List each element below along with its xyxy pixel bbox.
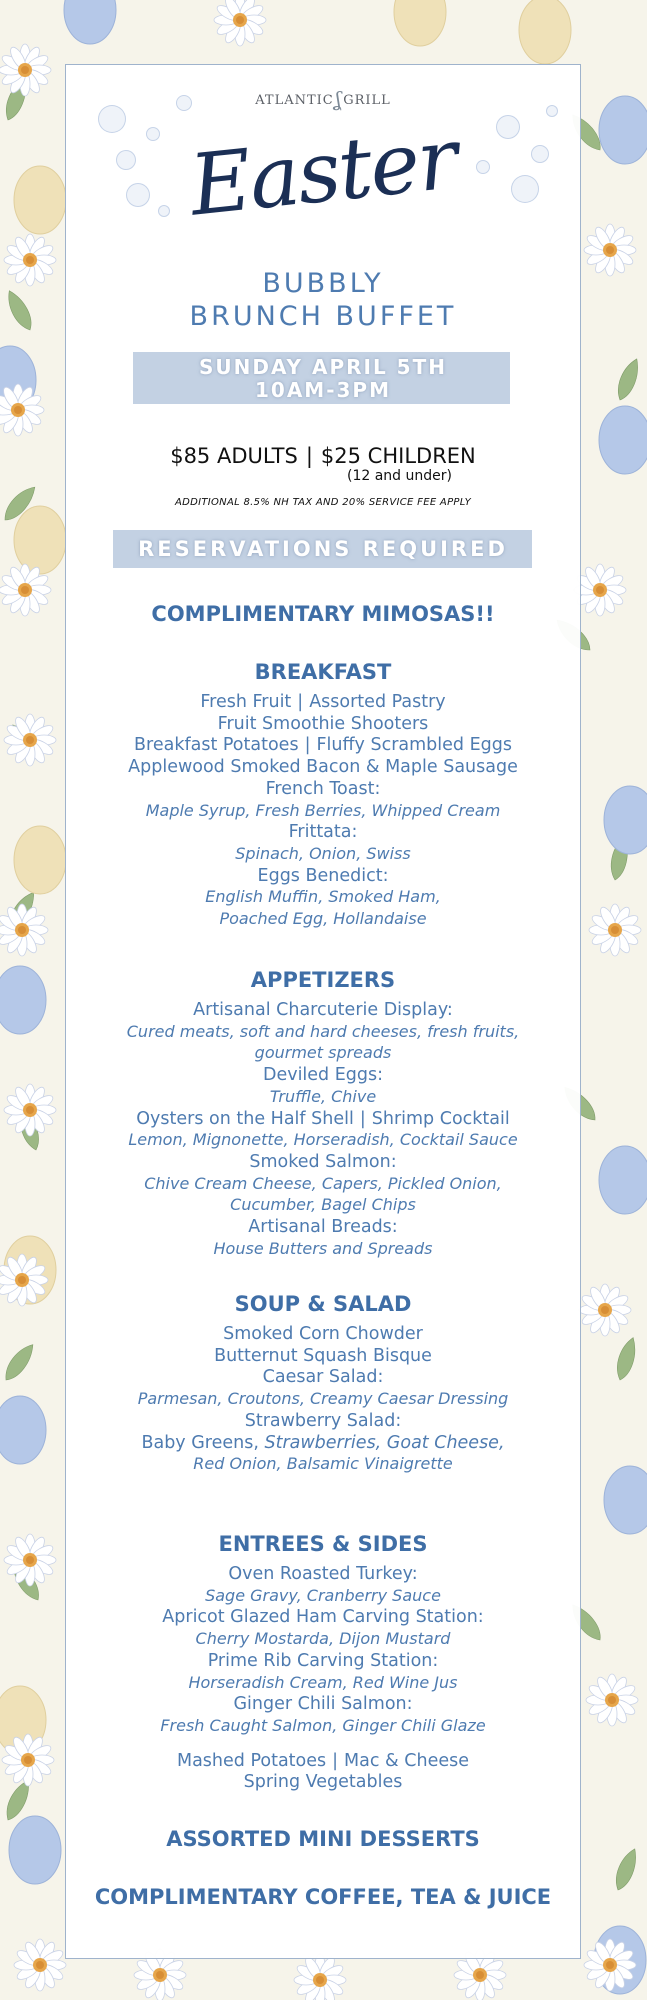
menu-item-mixed (66, 1432, 580, 1454)
brand-logo-right: GRILL (343, 93, 391, 108)
menu-item-pair (66, 1108, 580, 1130)
section-heading: APPETIZERS (250, 968, 396, 992)
desserts-heading: ASSORTED MINI DESSERTS (166, 1827, 480, 1851)
menu-item-description: Spinach, Onion, Swiss (235, 843, 411, 863)
pricing-line (66, 443, 580, 469)
menu-item: Fluffy Scrambled Eggs (316, 735, 512, 756)
item-separator: | (304, 735, 311, 756)
menu-item: Baby Greens, (141, 1432, 265, 1453)
menu-item-description: Truffle, Chive (269, 1086, 377, 1106)
menu-item: Breakfast Potatoes (134, 735, 299, 756)
event-time: 10AM-3PM (255, 378, 391, 402)
menu-item: Smoked Salmon: (249, 1151, 397, 1172)
menu-item-description: Poached Egg, Hollandaise (219, 909, 427, 928)
menu-item: Spring Vegetables (243, 1772, 403, 1793)
section-heading: SOUP & SALAD (234, 1292, 412, 1316)
menu-item: Ginger Chili Salmon: (233, 1694, 413, 1715)
menu-item-description: Chive Cream Cheese, Capers, Pickled Onion, (144, 1173, 502, 1193)
section-heading: ENTREES & SIDES (218, 1532, 428, 1556)
menu-item: Mashed Potatoes (176, 1750, 327, 1771)
menu-item: Artisanal Breads: (248, 1217, 398, 1237)
menu-item-description: English Muffin, Smoked Ham, (205, 887, 441, 907)
menu-item-description: Parmesan, Croutons, Creamy Caesar Dressing (137, 1389, 509, 1409)
menu-item-description: Cured meats, soft and hard cheeses, fresh fruits, (126, 1021, 520, 1041)
mimosas-heading: COMPLIMENTARY MIMOSAS!! (151, 602, 495, 626)
adult-price: $85 ADULTS (170, 444, 298, 468)
menu-item: Fruit Smoothie Shooters (217, 713, 429, 734)
drinks-heading: COMPLIMENTARY COFFEE, TEA & JUICE (94, 1885, 552, 1909)
hook-icon: ʆ (334, 87, 343, 111)
event-date: SUNDAY APRIL 5TH (199, 355, 447, 379)
menu-item: Fresh Fruit (200, 692, 292, 712)
item-separator: | (332, 1750, 339, 1771)
child-price: $25 CHILDREN (320, 444, 476, 468)
menu-item: Frittata: (288, 822, 358, 843)
menu-item-description: Lemon, Mignonette, Horseradish, Cocktail Sauce (128, 1130, 518, 1150)
menu-item-description: Red Onion, Balsamic Vinaigrette (193, 1454, 453, 1474)
menu-item: Assorted Pastry (309, 692, 446, 712)
menu-item-pair (66, 734, 580, 756)
menu-item-description: Horseradish Cream, Red Wine Jus (188, 1672, 458, 1692)
menu-item: French Toast: (265, 778, 381, 799)
pricing-separator: | (305, 444, 313, 468)
menu-item: Oven Roasted Turkey: (228, 1564, 418, 1584)
menu-item: Apricot Glazed Ham Carving Station: (162, 1607, 484, 1628)
menu-item-description: Cherry Mostarda, Dijon Mustard (195, 1629, 451, 1649)
menu-card (65, 64, 581, 1959)
menu-item: Deviled Eggs: (262, 1065, 384, 1086)
menu-item-description: Maple Syrup, Fresh Berries, Whipped Cream (145, 800, 501, 820)
menu-item-pair (66, 1750, 580, 1772)
easter-script-title: Easter (185, 109, 461, 235)
menu-item-description: Cucumber, Bagel Chips (230, 1195, 416, 1215)
menu-item: Oysters on the Half Shell (136, 1108, 354, 1129)
menu-item: Artisanal Charcuterie Display: (193, 1000, 453, 1020)
subtitle-line-2: BRUNCH BUFFET (189, 301, 457, 332)
subtitle-line-1: BUBBLY (262, 268, 384, 299)
menu-item-pair (66, 691, 580, 713)
menu-item-description: Strawberries, Goat Cheese, (264, 1432, 505, 1453)
menu-item-description: House Butters and Spreads (213, 1238, 433, 1258)
tax-note: ADDITIONAL 8.5% NH TAX AND 20% SERVICE FEE APPLY (174, 497, 472, 508)
section-heading: BREAKFAST (254, 660, 392, 684)
menu-item-description: Sage Gravy, Cranberry Sauce (205, 1585, 441, 1605)
menu-item: Strawberry Salad: (244, 1410, 402, 1431)
menu-item: Caesar Salad: (262, 1367, 384, 1388)
menu-item: Shrimp Cocktail (371, 1108, 510, 1129)
brand-logo-left: ATLANTIC (255, 93, 334, 108)
menu-item-description: gourmet spreads (254, 1043, 392, 1063)
menu-item: Applewood Smoked Bacon & Maple Sausage (128, 757, 518, 778)
item-separator: | (359, 1108, 366, 1129)
menu-item-description: Fresh Caught Salmon, Ginger Chili Glaze (160, 1715, 486, 1735)
menu-item: Mac & Cheese (344, 1750, 469, 1771)
menu-item: Eggs Benedict: (257, 865, 389, 886)
menu-item: Smoked Corn Chowder (223, 1324, 423, 1344)
item-separator: | (297, 692, 304, 712)
menu-item: Prime Rib Carving Station: (207, 1650, 439, 1671)
menu-item: Butternut Squash Bisque (214, 1345, 432, 1366)
reservations-text: RESERVATIONS REQUIRED (138, 537, 508, 561)
child-age-note: (12 and under) (347, 468, 452, 484)
